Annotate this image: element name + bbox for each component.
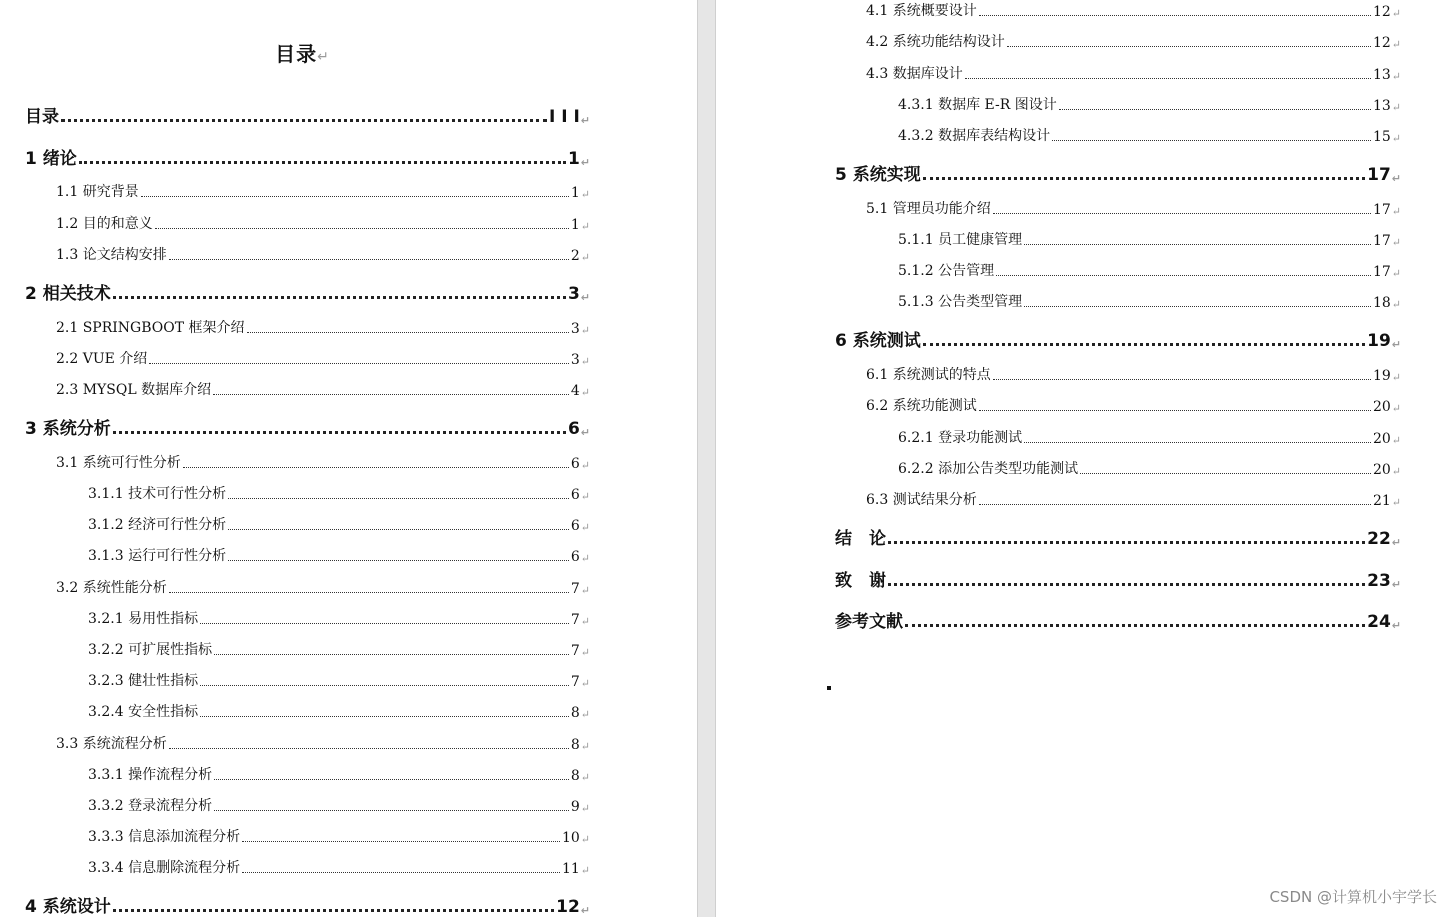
dot-leader: [214, 654, 569, 655]
paragraph-mark-icon: ↵: [580, 220, 590, 233]
toc-chapter[interactable]: [835, 327, 1401, 351]
toc-entry[interactable]: [56, 317, 590, 337]
toc-entry[interactable]: [866, 0, 1401, 20]
toc-entry-label: 3.1.3 运行可行性分析: [88, 548, 227, 564]
paragraph-mark-icon: ↵: [1391, 578, 1401, 591]
toc-entry[interactable]: [88, 795, 590, 815]
toc-page-number: 3: [567, 284, 580, 304]
toc-chapter[interactable]: [25, 415, 590, 439]
toc-page-number: 8: [570, 768, 580, 784]
toc-entry-label: 5 系统实现: [835, 165, 921, 185]
toc-page-number: 1: [570, 217, 580, 233]
toc-entry-label: 3.3.2 登录流程分析: [88, 798, 213, 814]
page-edge: [697, 0, 698, 917]
paragraph-mark-icon: ↵: [1391, 236, 1401, 249]
toc-entry[interactable]: [56, 577, 590, 597]
dot-leader: [242, 872, 560, 873]
paragraph-mark-icon: ↵: [1391, 465, 1401, 478]
toc-entry-label: 6.2 系统功能测试: [866, 398, 977, 414]
paragraph-mark-icon: ↵: [580, 584, 590, 597]
paragraph-mark-icon: ↵: [1391, 298, 1401, 311]
toc-entry-label: 4.2 系统功能结构设计: [866, 34, 1005, 50]
toc-entry-label: 2 相关技术: [25, 284, 111, 304]
toc-page-number: 12: [1372, 4, 1391, 20]
toc-page-number: 7: [570, 612, 580, 628]
toc-entry[interactable]: [898, 260, 1401, 280]
dot-leader: [993, 213, 1371, 214]
toc-entry-label: 2.1 SPRINGBOOT 框架介绍: [56, 320, 245, 336]
toc-page-number: 17: [1372, 233, 1391, 249]
dot-leader: [1024, 244, 1371, 245]
toc-entry[interactable]: [88, 857, 590, 877]
toc-page-number: 6: [570, 518, 580, 534]
toc-chapter[interactable]: [835, 608, 1401, 632]
toc-entry-label: 3.3.1 操作流程分析: [88, 767, 213, 783]
toc-page-number: 7: [570, 643, 580, 659]
toc-page-number: 17: [1367, 165, 1391, 185]
dot-leader: [214, 810, 569, 811]
dot-leader: [200, 716, 569, 717]
dot-leader: [888, 583, 1365, 586]
paragraph-mark-icon: ↵: [1391, 496, 1401, 509]
toc-page-number: 3: [570, 321, 580, 337]
paragraph-mark-icon: ↵: [1391, 267, 1401, 280]
toc-page-number: 8: [570, 705, 580, 721]
toc-page-number: 3: [570, 352, 580, 368]
paragraph-mark-icon: ↵: [1391, 38, 1401, 51]
toc-page-number: 15: [1372, 129, 1391, 145]
toc-entry[interactable]: [866, 395, 1401, 415]
toc-entry[interactable]: [898, 229, 1401, 249]
document-page-right: [716, 0, 1451, 917]
dot-leader: [113, 909, 554, 912]
toc-page-number: 19: [1367, 331, 1391, 351]
toc-entry-label: 致 谢: [835, 571, 886, 591]
paragraph-mark-icon: ↵: [1391, 70, 1401, 83]
toc-page-number: 10: [561, 830, 580, 846]
toc-entry-label: 3.2 系统性能分析: [56, 580, 167, 596]
toc-entry-label: 4.1 系统概要设计: [866, 3, 977, 19]
toc-entry-label: 5.1.1 员工健康管理: [898, 232, 1023, 248]
dot-leader: [1059, 109, 1371, 110]
toc-entry-label: 5.1.2 公告管理: [898, 263, 995, 279]
toc-page-number: 21: [1372, 493, 1391, 509]
paragraph-mark-icon: ↵: [580, 156, 590, 169]
dot-leader: [141, 196, 569, 197]
toc-entry-label: 3.1 系统可行性分析: [56, 455, 181, 471]
paragraph-mark-icon: ↵: [1391, 619, 1401, 632]
toc-entry[interactable]: [56, 452, 590, 472]
dot-leader: [965, 78, 1371, 79]
toc-chapter[interactable]: [835, 525, 1401, 549]
toc-entry-label: 5.1 管理员功能介绍: [866, 201, 991, 217]
dot-leader: [149, 363, 569, 364]
paragraph-mark-icon: ↵: [580, 864, 590, 877]
dot-leader: [113, 296, 566, 299]
toc-entry[interactable]: [56, 213, 590, 233]
toc-entry[interactable]: [88, 608, 590, 628]
toc-chapter[interactable]: [25, 103, 590, 127]
paragraph-mark-icon: ↵: [580, 802, 590, 815]
toc-page-number: 20: [1372, 399, 1391, 415]
paragraph-mark-icon: ↵: [580, 708, 590, 721]
toc-entry[interactable]: [88, 545, 590, 565]
toc-entry[interactable]: [866, 31, 1401, 51]
toc-entry-label: 结 论: [835, 529, 886, 549]
toc-chapter[interactable]: [835, 161, 1401, 185]
dot-leader: [228, 498, 569, 499]
toc-entry-label: 3.2.1 易用性指标: [88, 611, 199, 627]
toc-entry-label: 6.2.2 添加公告类型功能测试: [898, 461, 1079, 477]
toc-page-number: 8: [570, 737, 580, 753]
dot-leader: [247, 332, 569, 333]
toc-page-number: 12: [556, 897, 580, 917]
toc-entry[interactable]: [56, 244, 590, 264]
toc-entry[interactable]: [88, 701, 590, 721]
paragraph-mark-icon: ↵: [580, 355, 590, 368]
toc-entry-label: 1.1 研究背景: [56, 184, 139, 200]
paragraph-mark-icon: ↵: [1391, 338, 1401, 351]
toc-entry-label: 1.3 论文结构安排: [56, 247, 167, 263]
paragraph-mark-icon: ↵: [1391, 172, 1401, 185]
toc-entry[interactable]: [866, 63, 1401, 83]
paragraph-mark-icon: ↵: [580, 386, 590, 399]
toc-entry-label: 1 绪论: [25, 149, 77, 169]
toc-page-number: 7: [570, 581, 580, 597]
toc-page-number: 18: [1372, 295, 1391, 311]
dot-leader: [1052, 140, 1371, 141]
toc-page-number: 20: [1372, 462, 1391, 478]
toc-title-text: 目录: [275, 42, 318, 66]
toc-entry[interactable]: [866, 364, 1401, 384]
toc-entry[interactable]: [88, 670, 590, 690]
toc-page-number: 7: [570, 674, 580, 690]
toc-entry[interactable]: [56, 733, 590, 753]
dot-leader: [1024, 442, 1371, 443]
toc-entry-label: 2.2 VUE 介绍: [56, 351, 148, 367]
dot-leader: [169, 748, 569, 749]
dot-leader: [61, 119, 547, 122]
paragraph-mark-icon: ↵: [580, 324, 590, 337]
dot-leader: [905, 624, 1365, 627]
toc-entry-label: 3.1.1 技术可行性分析: [88, 486, 227, 502]
toc-entry-label: 4.3.1 数据库 E-R 图设计: [898, 97, 1057, 113]
dot-leader: [155, 228, 569, 229]
toc-entry[interactable]: [898, 291, 1401, 311]
toc-page-number: 11: [561, 861, 580, 877]
toc-entry-label: 3.3 系统流程分析: [56, 736, 167, 752]
toc-entry[interactable]: [88, 639, 590, 659]
dot-leader: [79, 161, 566, 164]
dot-leader: [228, 560, 569, 561]
toc-page-number: 4: [570, 383, 580, 399]
paragraph-mark-icon: ↵: [580, 426, 590, 439]
toc-entry-label: 5.1.3 公告类型管理: [898, 294, 1023, 310]
toc-page-number: 19: [1372, 368, 1391, 384]
paragraph-mark-icon: ↵: [580, 833, 590, 846]
paragraph-mark-icon: ↵: [1391, 371, 1401, 384]
toc-entry-label: 1.2 目的和意义: [56, 216, 153, 232]
toc-entry-label: 6.3 测试结果分析: [866, 492, 977, 508]
toc-entry-label: 6.2.1 登录功能测试: [898, 430, 1023, 446]
toc-page-number: 6: [570, 549, 580, 565]
toc-entry[interactable]: [898, 125, 1401, 145]
paragraph-mark-icon: ↵: [580, 904, 590, 917]
toc-entry[interactable]: [56, 348, 590, 368]
dot-leader: [923, 177, 1365, 180]
dot-leader: [1007, 46, 1371, 47]
paragraph-mark-icon: ↵: [580, 771, 590, 784]
toc-entry-label: 3.2.3 健壮性指标: [88, 673, 199, 689]
watermark: CSDN @计算机小宇学长: [1269, 888, 1437, 906]
toc-entry[interactable]: [88, 764, 590, 784]
toc-entry[interactable]: [56, 181, 590, 201]
toc-page-number: 12: [1372, 35, 1391, 51]
toc-page-number: 13: [1372, 67, 1391, 83]
dot-leader: [996, 275, 1371, 276]
toc-entry-label: 3.1.2 经济可行性分析: [88, 517, 227, 533]
paragraph-mark-icon: ↵: [580, 552, 590, 565]
toc-entry[interactable]: [88, 826, 590, 846]
toc-entry-label: 目录: [25, 107, 59, 127]
toc-entry[interactable]: [866, 489, 1401, 509]
toc-entry[interactable]: [88, 514, 590, 534]
dot-leader: [183, 467, 569, 468]
toc-chapter[interactable]: [25, 145, 590, 169]
paragraph-marker: [827, 686, 831, 690]
paragraph-mark-icon: ↵: [580, 677, 590, 690]
paragraph-mark-icon: ↵: [580, 251, 590, 264]
toc-page-number: 20: [1372, 431, 1391, 447]
toc-entry-label: 4.3.2 数据库表结构设计: [898, 128, 1051, 144]
toc-page-number: 6: [570, 456, 580, 472]
paragraph-mark-icon: ↵: [1391, 101, 1401, 114]
dot-leader: [993, 379, 1371, 380]
dot-leader: [979, 504, 1371, 505]
paragraph-mark-icon: ↵: [580, 459, 590, 472]
document-page-left: [0, 0, 697, 917]
toc-entry-label: 4.3 数据库设计: [866, 66, 963, 82]
paragraph-mark-icon: ↵: [580, 740, 590, 753]
dot-leader: [113, 431, 566, 434]
toc-page-number: 23: [1367, 571, 1391, 591]
dot-leader: [923, 343, 1365, 346]
toc-page-number: 22: [1367, 529, 1391, 549]
toc-page-number: I I I: [548, 107, 580, 127]
paragraph-mark-icon: ↵: [580, 521, 590, 534]
toc-entry-label: 3.3.3 信息添加流程分析: [88, 829, 241, 845]
paragraph-mark-icon: ↵: [580, 490, 590, 503]
toc-entry[interactable]: [866, 198, 1401, 218]
toc-entry-label: 4 系统设计: [25, 897, 111, 917]
paragraph-mark-icon: ↵: [1391, 205, 1401, 218]
paragraph-mark-icon: ↵: [580, 646, 590, 659]
toc-page-number: 6: [567, 419, 580, 439]
toc-page-number: 6: [570, 487, 580, 503]
toc-entry[interactable]: [898, 427, 1401, 447]
toc-entry-label: 3.2.4 安全性指标: [88, 704, 199, 720]
toc-chapter[interactable]: [835, 567, 1401, 591]
dot-leader: [213, 394, 569, 395]
dot-leader: [888, 541, 1365, 544]
toc-entry-label: 6 系统测试: [835, 331, 921, 351]
toc-title: [0, 38, 605, 67]
toc-entry-label: 2.3 MYSQL 数据库介绍: [56, 382, 212, 398]
paragraph-mark-icon: ↵: [1391, 7, 1401, 20]
toc-page-number: 1: [570, 185, 580, 201]
toc-entry-label: 3.2.2 可扩展性指标: [88, 642, 213, 658]
paragraph-mark-icon: ↵: [1391, 132, 1401, 145]
toc-chapter[interactable]: [25, 280, 590, 304]
paragraph-mark-icon: ↵: [580, 291, 590, 304]
dot-leader: [1024, 306, 1371, 307]
toc-entry-label: 6.1 系统测试的特点: [866, 367, 991, 383]
toc-page-number: 2: [570, 248, 580, 264]
toc-page-number: 9: [570, 799, 580, 815]
paragraph-mark-icon: ↵: [580, 114, 590, 127]
dot-leader: [169, 259, 569, 260]
toc-page-number: 13: [1372, 98, 1391, 114]
dot-leader: [200, 623, 569, 624]
toc-page-number: 1: [567, 149, 580, 169]
toc-entry[interactable]: [898, 458, 1401, 478]
paragraph-mark-icon: ↵: [1391, 402, 1401, 415]
toc-chapter[interactable]: [25, 893, 590, 917]
toc-entry[interactable]: [88, 483, 590, 503]
paragraph-mark-icon: ↵: [580, 188, 590, 201]
dot-leader: [214, 779, 569, 780]
paragraph-mark-icon: ↵: [580, 615, 590, 628]
dot-leader: [979, 410, 1371, 411]
dot-leader: [200, 685, 569, 686]
toc-page-number: 24: [1367, 612, 1391, 632]
toc-entry[interactable]: [898, 94, 1401, 114]
toc-page-number: 17: [1372, 264, 1391, 280]
toc-entry-label: 3 系统分析: [25, 419, 111, 439]
dot-leader: [1080, 473, 1371, 474]
dot-leader: [228, 529, 569, 530]
paragraph-mark-icon: ↵: [1391, 434, 1401, 447]
dot-leader: [979, 15, 1371, 16]
paragraph-mark-icon: ↵: [317, 49, 330, 65]
toc-entry[interactable]: [56, 379, 590, 399]
dot-leader: [242, 841, 560, 842]
toc-entry-label: 3.3.4 信息删除流程分析: [88, 860, 241, 876]
dot-leader: [169, 592, 569, 593]
paragraph-mark-icon: ↵: [1391, 536, 1401, 549]
toc-page-number: 17: [1372, 202, 1391, 218]
toc-entry-label: 参考文献: [835, 612, 903, 632]
